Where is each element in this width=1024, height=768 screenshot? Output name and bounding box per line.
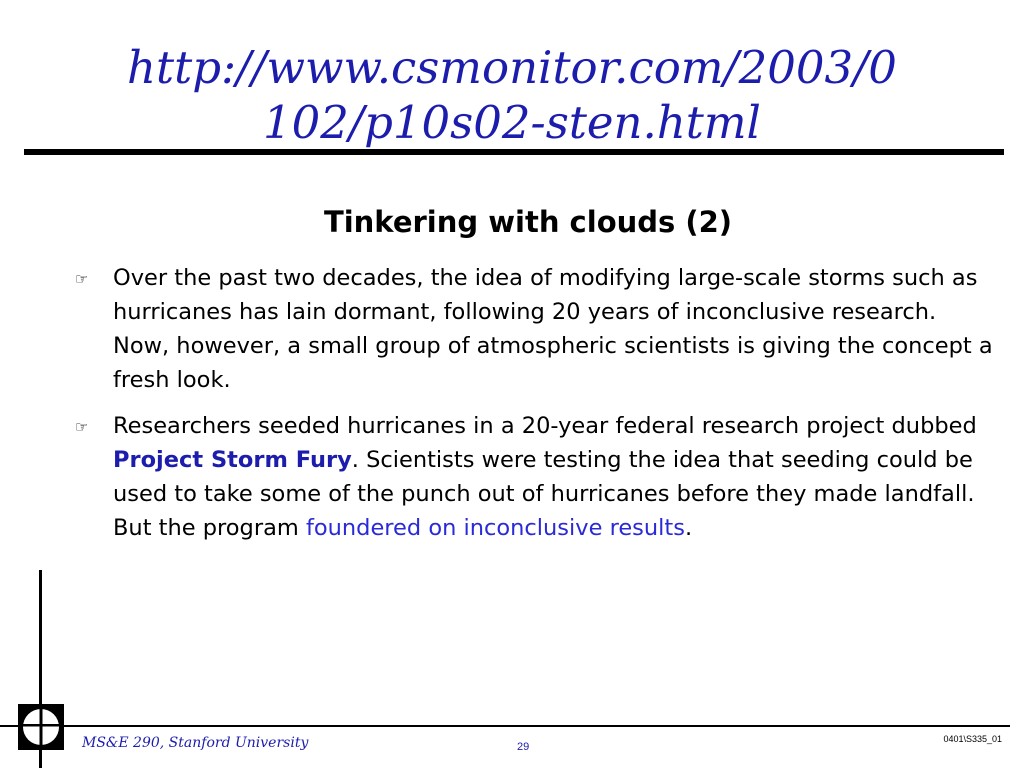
bullet-text: Over the past two decades, the idea of modifying large-scale storms such as hurricanes has lain dormant, following 20 years of inconclusive research. Now, however, a small group of atmospheric scientists is giving the concept a fresh look. — [113, 265, 993, 393]
bullet-text-middle: . Scientists were testing the idea that seeding could be used to take some of the punch out of hurricanes before they made landfall. But the program — [113, 447, 975, 541]
slide-title-line-1: http://www.csmonitor.com/2003/0 — [127, 41, 897, 94]
pointing-hand-icon: ☞ — [75, 270, 89, 288]
bullet-text-before: Researchers seeded hurricanes in a 20-year federal research project dubbed — [113, 413, 977, 439]
inconclusive-results-link[interactable]: foundered on inconclusive results — [305, 515, 685, 541]
project-storm-fury-link[interactable]: Project Storm Fury — [113, 447, 352, 473]
slide-title-line-2: 102/p10s02-sten.html — [263, 96, 761, 149]
bullet-item — [75, 261, 993, 397]
bullet-text-after: . — [684, 515, 693, 541]
bullet-item — [75, 409, 993, 545]
section-heading: Tinkering with clouds (2) — [323, 205, 733, 239]
title-divider — [24, 149, 1004, 155]
page-number: 29 — [517, 741, 530, 753]
pointing-hand-icon: ☞ — [75, 418, 89, 436]
slide-code: 0401\S335_01 — [943, 734, 1002, 744]
bullet-list — [75, 261, 993, 557]
slide-title — [20, 40, 1004, 150]
footer-course: MS&E 290, Stanford University — [82, 735, 309, 751]
footer-divider — [0, 725, 1010, 727]
crosshair-logo-icon — [18, 704, 64, 750]
